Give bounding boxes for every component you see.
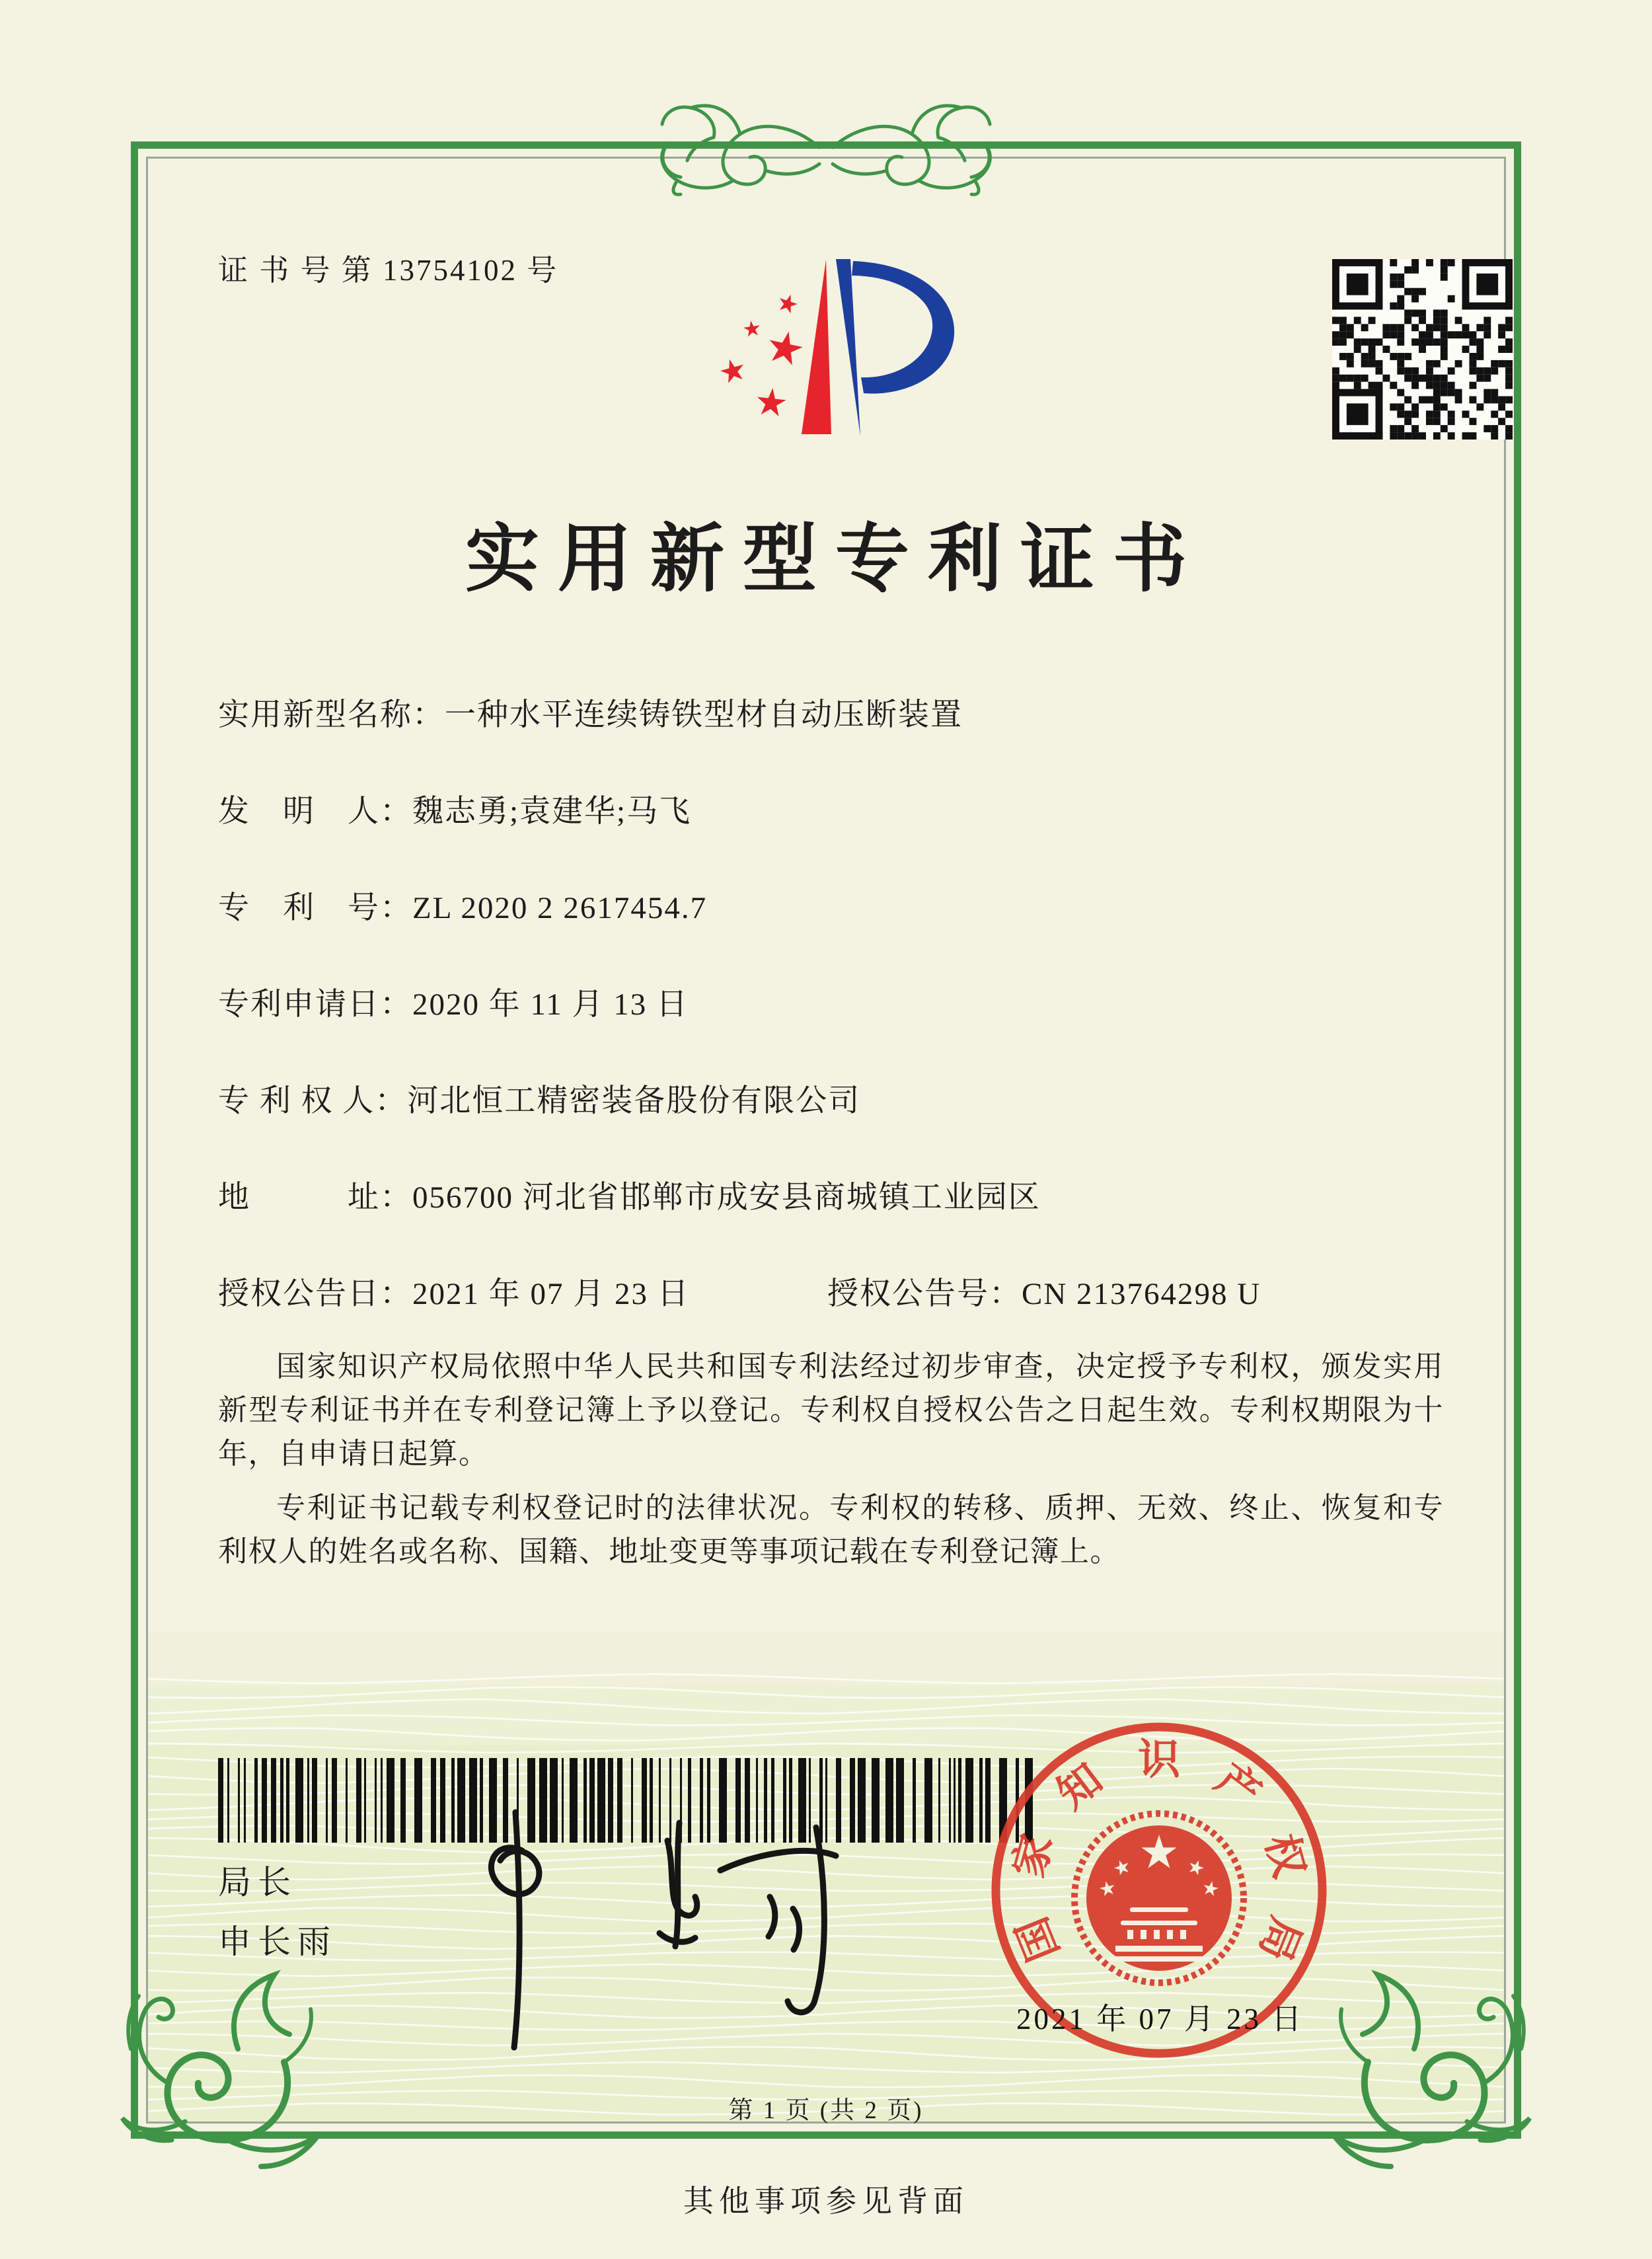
certificate-number: 证 书 号 第 13754102 号 (218, 254, 559, 287)
seal-char: 产 (1207, 1755, 1269, 1818)
grant-number-value: CN 213764298 U (1022, 1277, 1261, 1311)
director-signature-icon (436, 1804, 899, 2062)
officer-name: 申长雨 (218, 1923, 337, 1960)
grant-date-value: 2021 年 07 月 23 日 (412, 1277, 690, 1311)
grant-date-label: 授权公告日： (218, 1277, 412, 1311)
body-text (218, 1345, 1444, 1574)
page-indicator: 第 1 页 (共 2 页) (728, 2097, 924, 2124)
field-value: 河北恒工精密装备股份有限公司 (407, 1084, 861, 1118)
cnipa-logo-icon (697, 254, 988, 466)
title-row (0, 500, 1652, 606)
back-note: 其他事项参见背面 (683, 2184, 969, 2218)
officer-title: 局长 (218, 1864, 297, 1901)
field-value: 魏志勇;袁建华;马飞 (412, 794, 692, 829)
field-label: 专利申请日： (218, 987, 412, 1022)
qr-code-icon (1332, 259, 1513, 440)
field-label: 地 址： (218, 1180, 412, 1215)
seal-char: 识 (1138, 1736, 1180, 1783)
field-row-name (218, 690, 963, 734)
field-value: ZL 2020 2 2617454.7 (412, 891, 708, 925)
paragraph: 国家知识产权局依照中华人民共和国专利法经过初步审查，决定授予专利权，颁发实用新型专利证书并在专利登记簿上予以登记。专利权自授权公告之日起生效。专利权期限为十年，自申请日起算。 (218, 1350, 1444, 1470)
field-label: 专 利 号： (218, 891, 412, 925)
seal-char: 权 (1256, 1829, 1314, 1883)
field-row-address (218, 1172, 1041, 1217)
field-row-patent-number (218, 883, 707, 927)
grant-number (827, 1269, 1261, 1313)
seal-char: 家 (1004, 1829, 1062, 1883)
field-label: 专 利 权 人： (218, 1084, 408, 1118)
seal-char: 局 (1250, 1911, 1310, 1968)
page-title: 实用新型专利证书 (465, 519, 1205, 601)
field-label: 发 明 人： (218, 794, 412, 829)
corner-flourish-icon (86, 1970, 350, 2188)
grant-date (218, 1269, 690, 1313)
field-value: 2020 年 11 月 13 日 (412, 987, 689, 1022)
field-label: 实用新型名称： (218, 698, 445, 732)
field-value: 一种水平连续铸铁型材自动压断装置 (445, 698, 963, 732)
dragon-ornament-icon (654, 85, 998, 197)
field-row-filing-date (218, 979, 689, 1024)
field-value: 056700 河北省邯郸市成安县商城镇工业园区 (412, 1180, 1041, 1215)
seal-char: 国 (1008, 1911, 1068, 1968)
seal-char: 知 (1049, 1755, 1111, 1818)
seal-date: 2021 年 07 月 23 日 (1016, 2003, 1304, 2036)
paragraph: 专利证书记载专利权登记时的法律状况。专利权的转移、质押、无效、终止、恢复和专利权人的姓名或名称、国籍、地址变更等事项记载在专利登记簿上。 (218, 1492, 1444, 1568)
grant-number-label: 授权公告号： (827, 1277, 1022, 1311)
field-row-patentee (218, 1076, 860, 1120)
field-row-inventors (218, 786, 691, 831)
